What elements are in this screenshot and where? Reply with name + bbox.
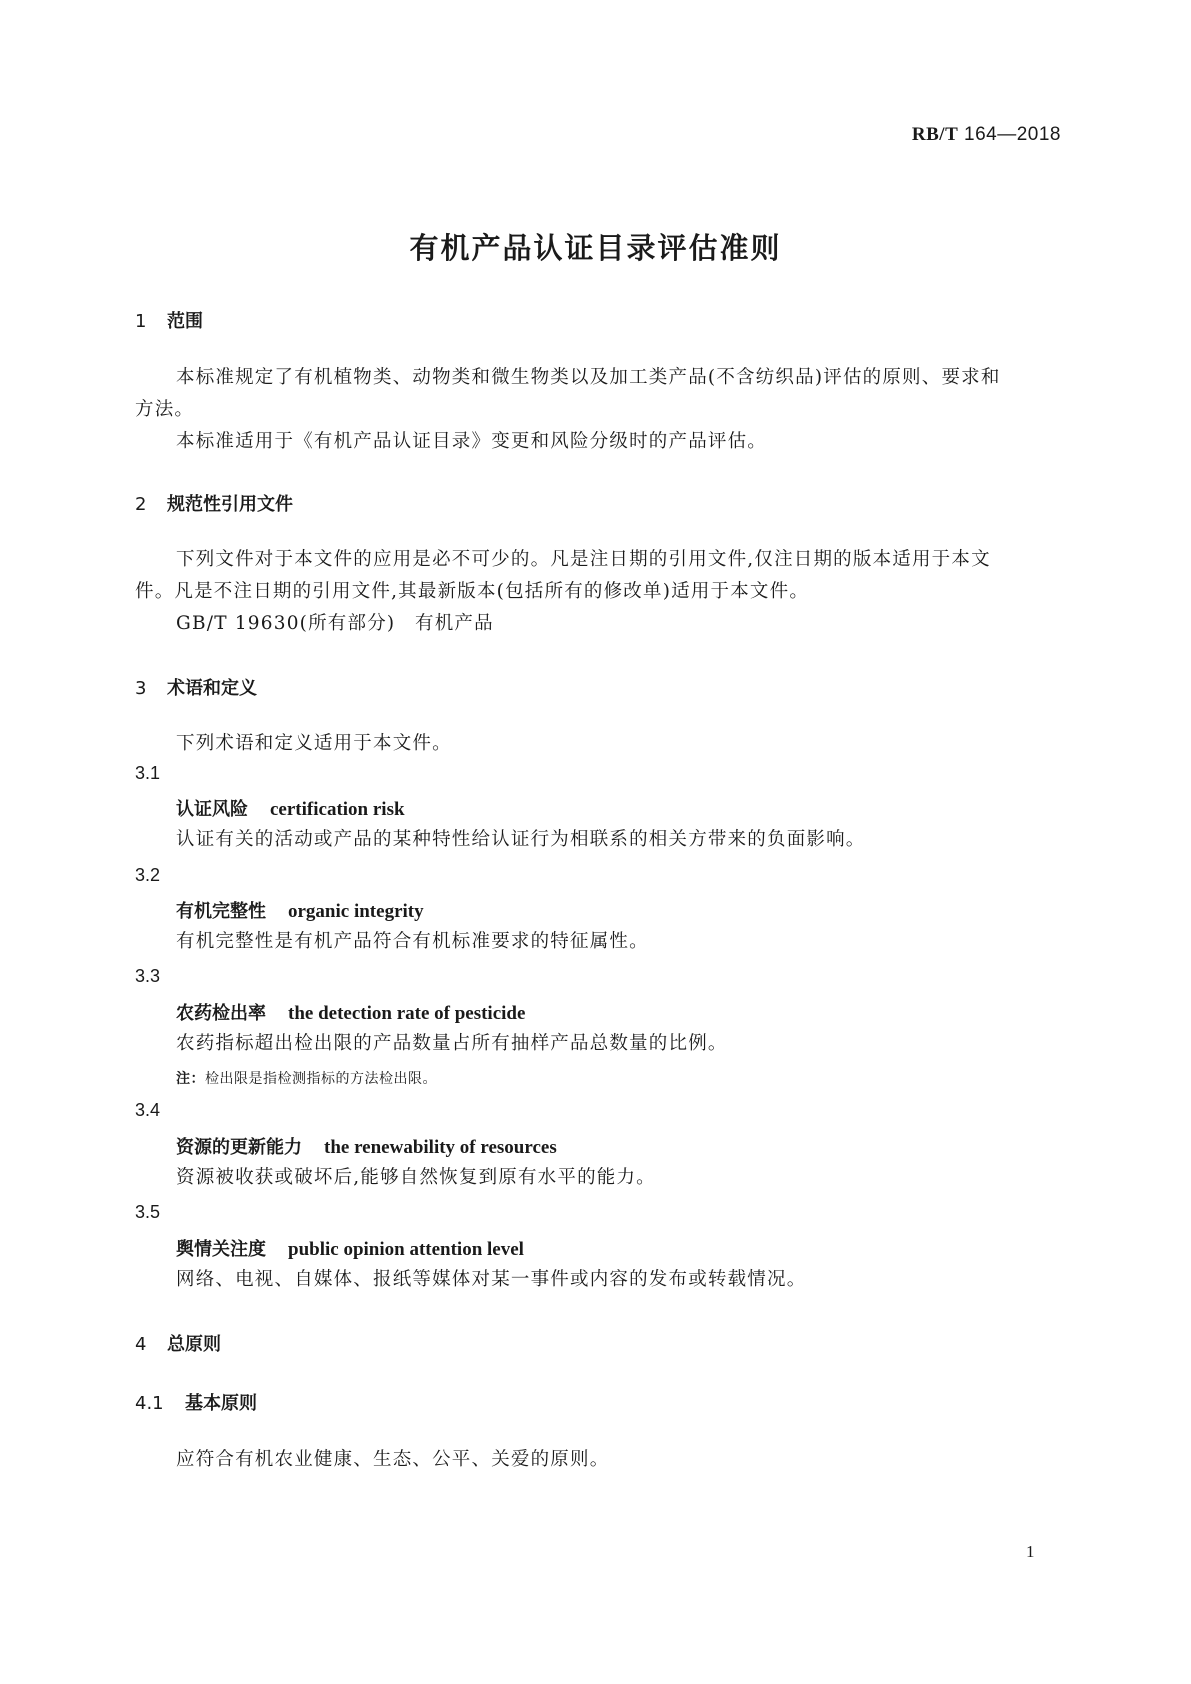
- note-label: 注：: [176, 1071, 205, 1087]
- term-english: public opinion attention level: [288, 1239, 524, 1260]
- section-3-heading: [135, 674, 257, 700]
- section-1-heading: [135, 307, 203, 333]
- term-entry: [176, 897, 424, 923]
- paragraph: 应符合有机农业健康、生态、公平、关爱的原则。: [176, 1449, 610, 1470]
- term-chinese: 资源的更新能力: [176, 1137, 302, 1158]
- section-number: 1: [135, 311, 147, 332]
- paragraph: 本标准适用于《有机产品认证目录》变更和风险分级时的产品评估。: [176, 431, 768, 452]
- term-number: 3.4: [135, 1100, 161, 1120]
- section-title: 术语和定义: [167, 678, 257, 699]
- term-definition: 认证有关的活动或产品的某种特性给认证行为相联系的相关方带来的负面影响。: [176, 829, 866, 850]
- standard-number: [912, 124, 1061, 146]
- term-entry: [176, 795, 405, 821]
- section-title: 范围: [167, 311, 203, 332]
- term-chinese: 农药检出率: [176, 1003, 266, 1024]
- standard-code: RB/T: [911, 124, 959, 145]
- standard-serial: 164—2018: [964, 124, 1061, 145]
- term-number: 3.2: [135, 865, 161, 885]
- paragraph: 下列术语和定义适用于本文件。: [176, 733, 452, 754]
- term-chinese: 有机完整性: [176, 901, 266, 922]
- section-number: 4: [135, 1334, 147, 1355]
- term-entry: [176, 999, 525, 1025]
- paragraph-continuation: 方法。: [135, 399, 195, 420]
- term-number: 3.3: [135, 966, 161, 986]
- term-chinese: 认证风险: [176, 799, 248, 820]
- section-title: 规范性引用文件: [167, 494, 293, 515]
- subsection-title: 基本原则: [185, 1393, 257, 1414]
- section-number: 3: [135, 678, 147, 699]
- section-number: 2: [135, 494, 147, 515]
- subsection-4-1-heading: [135, 1389, 257, 1415]
- term-note: [176, 1068, 437, 1088]
- term-definition: 资源被收获或破坏后,能够自然恢复到原有水平的能力。: [176, 1167, 656, 1188]
- document-title: 有机产品认证目录评估准则: [409, 231, 782, 265]
- page-number: 1: [1026, 1542, 1035, 1561]
- section-4-heading: [135, 1330, 221, 1356]
- term-number: 3.5: [135, 1202, 161, 1222]
- term-english: certification risk: [270, 799, 405, 820]
- term-english: the renewability of resources: [324, 1137, 557, 1158]
- term-chinese: 舆情关注度: [176, 1239, 266, 1260]
- term-entry: [176, 1235, 524, 1261]
- term-definition: 网络、电视、自媒体、报纸等媒体对某一事件或内容的发布或转载情况。: [176, 1269, 807, 1290]
- section-2-heading: [135, 490, 293, 516]
- paragraph-continuation: 件。凡是不注日期的引用文件,其最新版本(包括所有的修改单)适用于本文件。: [135, 581, 810, 602]
- paragraph: 下列文件对于本文件的应用是必不可少的。凡是注日期的引用文件,仅注日期的版本适用于本文: [176, 549, 991, 570]
- normative-reference: GB/T 19630(所有部分) 有机产品: [176, 613, 494, 634]
- paragraph: 本标准规定了有机植物类、动物类和微生物类以及加工类产品(不含纺织品)评估的原则、要求和: [176, 367, 1001, 388]
- note-text: 检出限是指检测指标的方法检出限。: [205, 1071, 437, 1087]
- section-title: 总原则: [167, 1334, 221, 1355]
- term-number: 3.1: [135, 763, 161, 783]
- term-definition: 农药指标超出检出限的产品数量占所有抽样产品总数量的比例。: [176, 1033, 728, 1054]
- term-definition: 有机完整性是有机产品符合有机标准要求的特征属性。: [176, 931, 649, 952]
- term-english: organic integrity: [288, 901, 424, 922]
- term-entry: [176, 1133, 557, 1159]
- term-english: the detection rate of pesticide: [288, 1003, 526, 1024]
- subsection-number: 4.1: [135, 1393, 164, 1414]
